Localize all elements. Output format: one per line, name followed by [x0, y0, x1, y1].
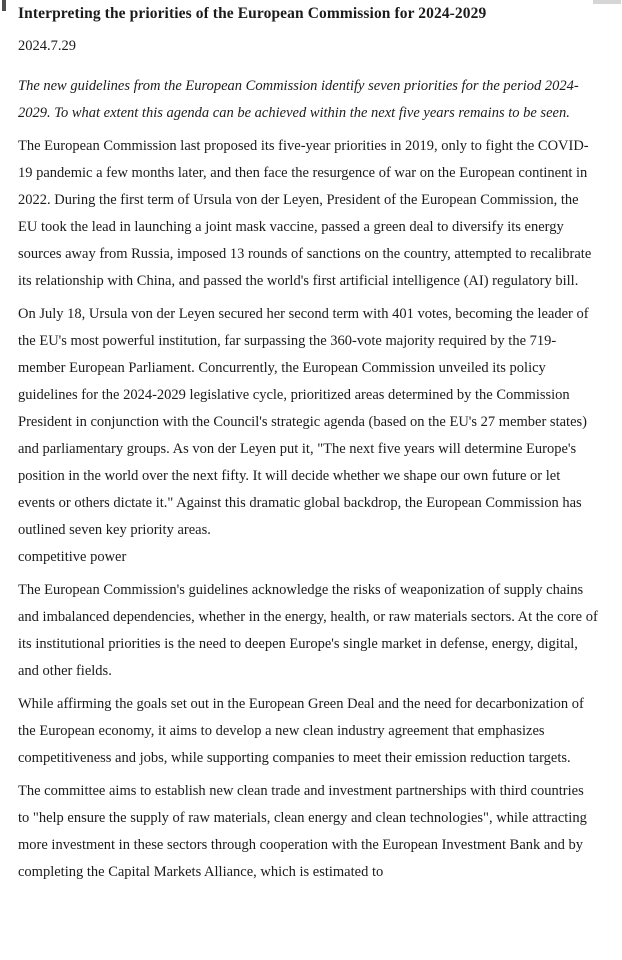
intro-paragraph-2: On July 18, Ursula von der Leyen secured her second term with 401 votes, becoming the leader of the EU's most powerful institution, far surpassing the 360-vote majority required by the 719-member European Parliament. Concurrently, the European Commission unveiled its policy guidelines for the 2024-2029 legislative cycle, prioritized areas determined by the Commission President in conjunction with the Council's strategic agenda (based on the EU's 27 member states) and parliamentary groups. As von der Leyen put it, "The next five years will determine Europe's position in the world over the next fifty. It will decide whether we shape our own future or let events or others dictate it." Against this dramatic global backdrop, the European Commission has outlined seven key priority areas. [18, 306, 589, 538]
article-date: 2024.7.29 [18, 38, 76, 54]
section-paragraph-1: The European Commission's guidelines acknowledge the risks of weaponization of supply chains and imbalanced dependencies, whether in the energy, health, or raw materials sectors. At the core of its institutional priorities is the need to deepen Europe's single market in defense, energy, digital, and other fields. [18, 582, 598, 679]
left-edge-artifact [2, 0, 6, 11]
intro-paragraph-1: The European Commission last proposed its five-year priorities in 2019, only to fight the COVID-19 pandemic a few months later, and then face the resurgence of war on the European continent in 2022. During the first term of Ursula von der Leyen, President of the European Commission, the EU took the lead in launching a joint mask vaccine, passed a green deal to diversify its energy sources away from Russia, imposed 13 rounds of sanctions on the country, attempted to recalibrate its relationship with China, and passed the world's first artificial intelligence (AI) regulatory bill. [18, 138, 592, 289]
article-content [18, 4, 598, 886]
section-heading-competitive-power: competitive power [18, 549, 127, 565]
section-paragraph-2: While affirming the goals set out in the European Green Deal and the need for decarbonization of the European economy, it aims to develop a new clean industry agreement that emphasizes competitiveness and jobs, while supporting companies to meet their emission reduction targets. [18, 696, 584, 766]
article-title: Interpreting the priorities of the European Commission for 2024-2029 [18, 5, 487, 22]
article-lede: The new guidelines from the European Commission identify seven priorities for the period 2024-2029. To what extent this agenda can be achieved within the next five years remains to be seen. [18, 78, 579, 121]
section-paragraph-3: The committee aims to establish new clean trade and investment partnerships with third countries to "help ensure the supply of raw materials, clean energy and clean technologies", while attracting more investment in these sectors through cooperation with the European Investment Bank and by completing the Capital Markets Alliance, which is estimated to [18, 783, 587, 880]
